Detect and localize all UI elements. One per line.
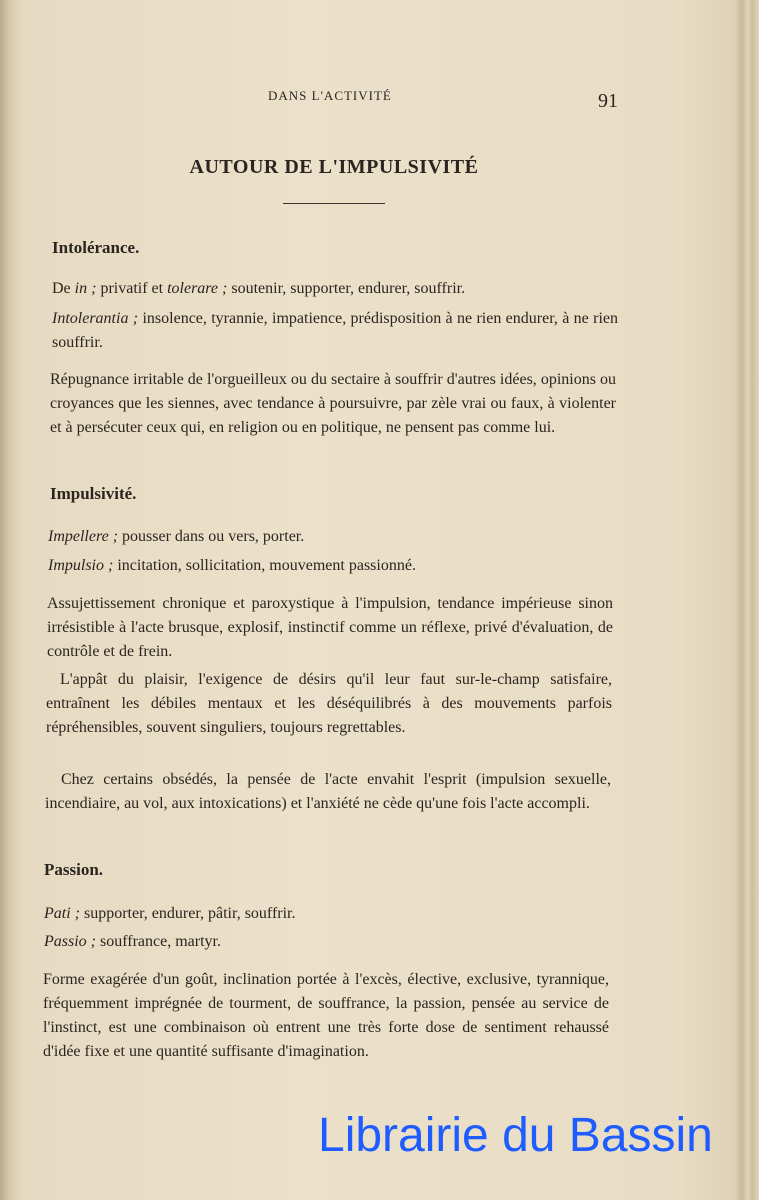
etym-text: soutenir, supporter, endurer, souffrir. <box>227 280 466 297</box>
page-number: 91 <box>598 90 618 112</box>
etymology-line <box>52 307 618 355</box>
etymology-line <box>48 554 614 578</box>
etym-prefix: De <box>52 280 75 297</box>
running-header: DANS L'ACTIVITÉ <box>268 88 392 103</box>
paragraph: Chez certains obsédés, la pensée de l'acte envahit l'esprit (impulsion sexuelle, incendiaire, au vol, aux intoxications) et l'anxiété ne cède qu'une fois l'acte accompli. <box>45 771 611 812</box>
section-heading-impulsivite: Impulsivité. <box>50 484 137 503</box>
paragraph: L'appât du plaisir, l'exigence de désirs qu'il leur faut sur-le-champ satisfaire, entraînent les débiles mentaux et les déséquilibrés à des mouvements parfois répréhensibles, souvent singuliers, toujours regrettables. <box>46 671 612 736</box>
etym-term: Passio ; <box>44 933 96 950</box>
section-heading-passion: Passion. <box>44 860 104 879</box>
etym-text: incitation, sollicitation, mouvement passionné. <box>113 557 416 574</box>
etym-text: privatif et <box>96 280 168 297</box>
paragraph: Assujettissement chronique et paroxystique à l'impulsion, tendance impérieuse sinon irrésistible à l'acte brusque, explosif, instinctif comme un réflexe, privé d'évaluation, de contrôle et de frein. <box>47 595 613 660</box>
etym-text: pousser dans ou vers, porter. <box>118 528 305 545</box>
etym-text: supporter, endurer, pâtir, souffrir. <box>80 905 296 922</box>
etym-term: Impellere ; <box>48 528 119 545</box>
etymology-line <box>44 930 610 954</box>
title-rule <box>283 203 385 204</box>
watermark: Librairie du Bassin <box>318 1109 713 1162</box>
etym-text: insolence, tyrannie, impatience, prédisposition à ne rien endurer, à ne rien souffrir. <box>52 310 619 351</box>
etymology-line <box>48 525 614 549</box>
etym-term: tolerare ; <box>167 280 228 297</box>
etymology-line <box>52 277 618 301</box>
etym-term: in ; <box>74 280 97 297</box>
etym-term: Pati ; <box>44 905 80 922</box>
etym-text: souffrance, martyr. <box>96 933 221 950</box>
etym-term: Impulsio ; <box>48 557 114 574</box>
section-heading-intolerance: Intolérance. <box>52 238 140 257</box>
etymology-line <box>44 902 610 926</box>
etym-term: Intolerantia ; <box>52 310 139 327</box>
paragraph: Répugnance irritable de l'orgueilleux ou du sectaire à souffrir d'autres idées, opinions ou croyances que les siennes, avec tendance à poursuivre, par zèle vrai ou faux, à violenter et à persécuter ceux qui, en religion ou en politique, ne pensent pas comme lui. <box>50 371 616 436</box>
chapter-title: AUTOUR DE L'IMPULSIVITÉ <box>189 156 479 178</box>
paragraph: Forme exagérée d'un goût, inclination portée à l'excès, élective, exclusive, tyrannique, fréquemment imprégnée de tourment, de souffrance, la passion, pensée au service de l'instinct, est une combinaison où entrent une très forte dose de sentiment rehaussé d'idée fixe et une quantité suffisante d'imagination. <box>43 971 609 1060</box>
